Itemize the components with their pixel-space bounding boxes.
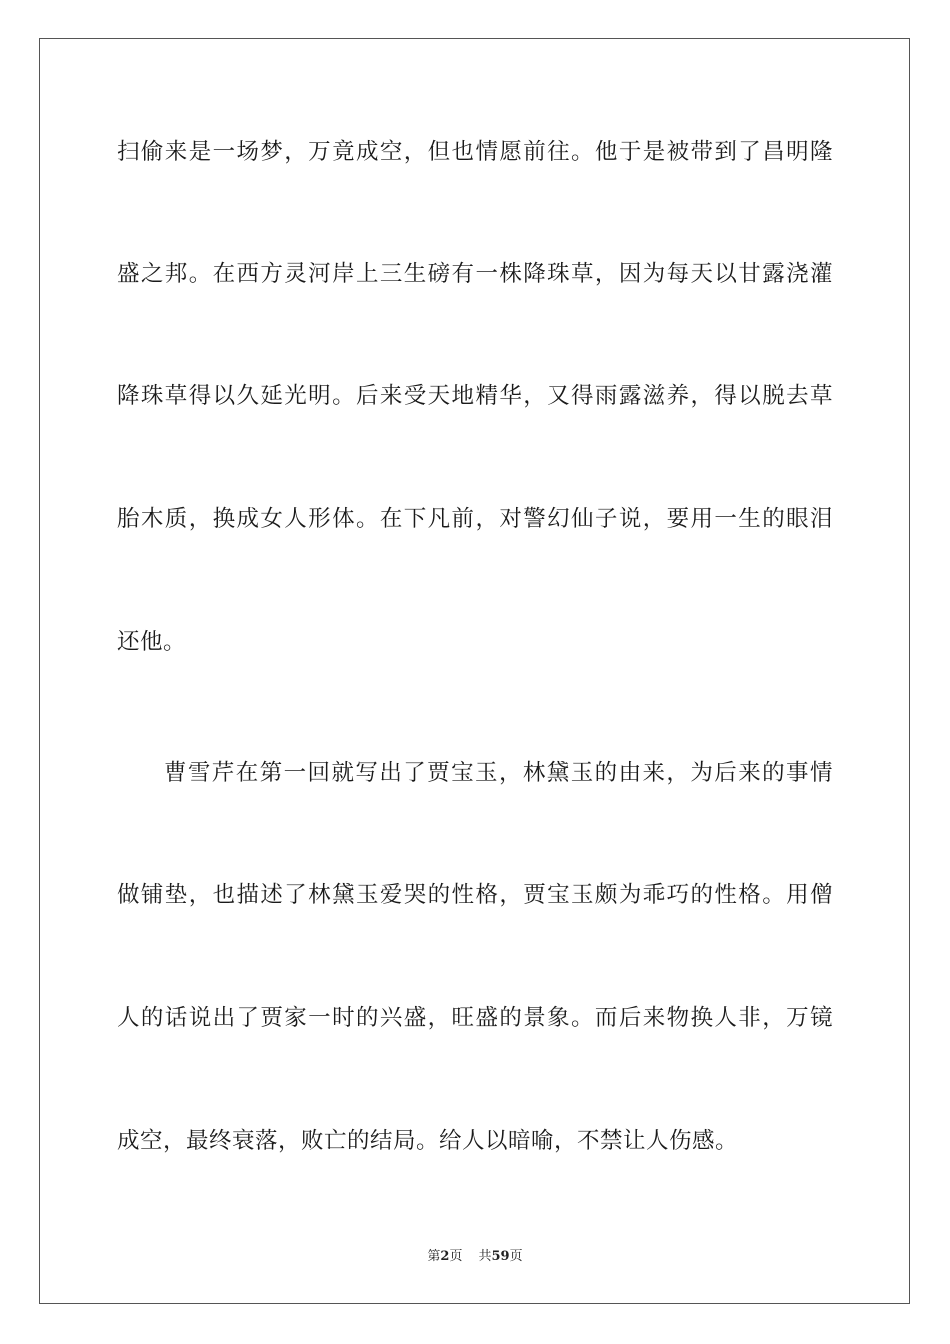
text-line: 降珠草得以久延光明。后来受天地精华，又得雨露滋养，得以脱去草 bbox=[117, 383, 833, 409]
total-prefix: 共 bbox=[478, 1249, 492, 1264]
page-number: 2 bbox=[440, 1249, 450, 1264]
page-suffix: 页 bbox=[449, 1249, 463, 1264]
text-line: 做铺垫，也描述了林黛玉爱哭的性格，贾宝玉颇为乖巧的性格。用僧 bbox=[117, 882, 833, 908]
text-line: 人的话说出了贾家一时的兴盛，旺盛的景象。而后来物换人非，万镜 bbox=[117, 1005, 833, 1031]
text-line: 还他。 bbox=[117, 629, 187, 655]
page-border bbox=[39, 38, 910, 1304]
text-line: 曹雪芹在第一回就写出了贾宝玉，林黛玉的由来，为后来的事情 bbox=[164, 760, 833, 786]
total-suffix: 页 bbox=[509, 1249, 523, 1264]
page-prefix: 第 bbox=[427, 1249, 441, 1264]
text-line: 盛之邦。在西方灵河岸上三生磅有一株降珠草，因为每天以甘露浇灌 bbox=[117, 261, 833, 287]
text-line: 胎木质，换成女人形体。在下凡前，对警幻仙子说，要用一生的眼泪 bbox=[117, 506, 833, 532]
page-footer bbox=[0, 1248, 950, 1266]
text-line: 成空，最终衰落，败亡的结局。给人以暗喻，不禁让人伤感。 bbox=[117, 1128, 739, 1154]
text-line: 扫偷来是一场梦，万竟成空，但也情愿前往。他于是被带到了昌明隆 bbox=[117, 139, 833, 165]
total-pages: 59 bbox=[491, 1249, 510, 1264]
